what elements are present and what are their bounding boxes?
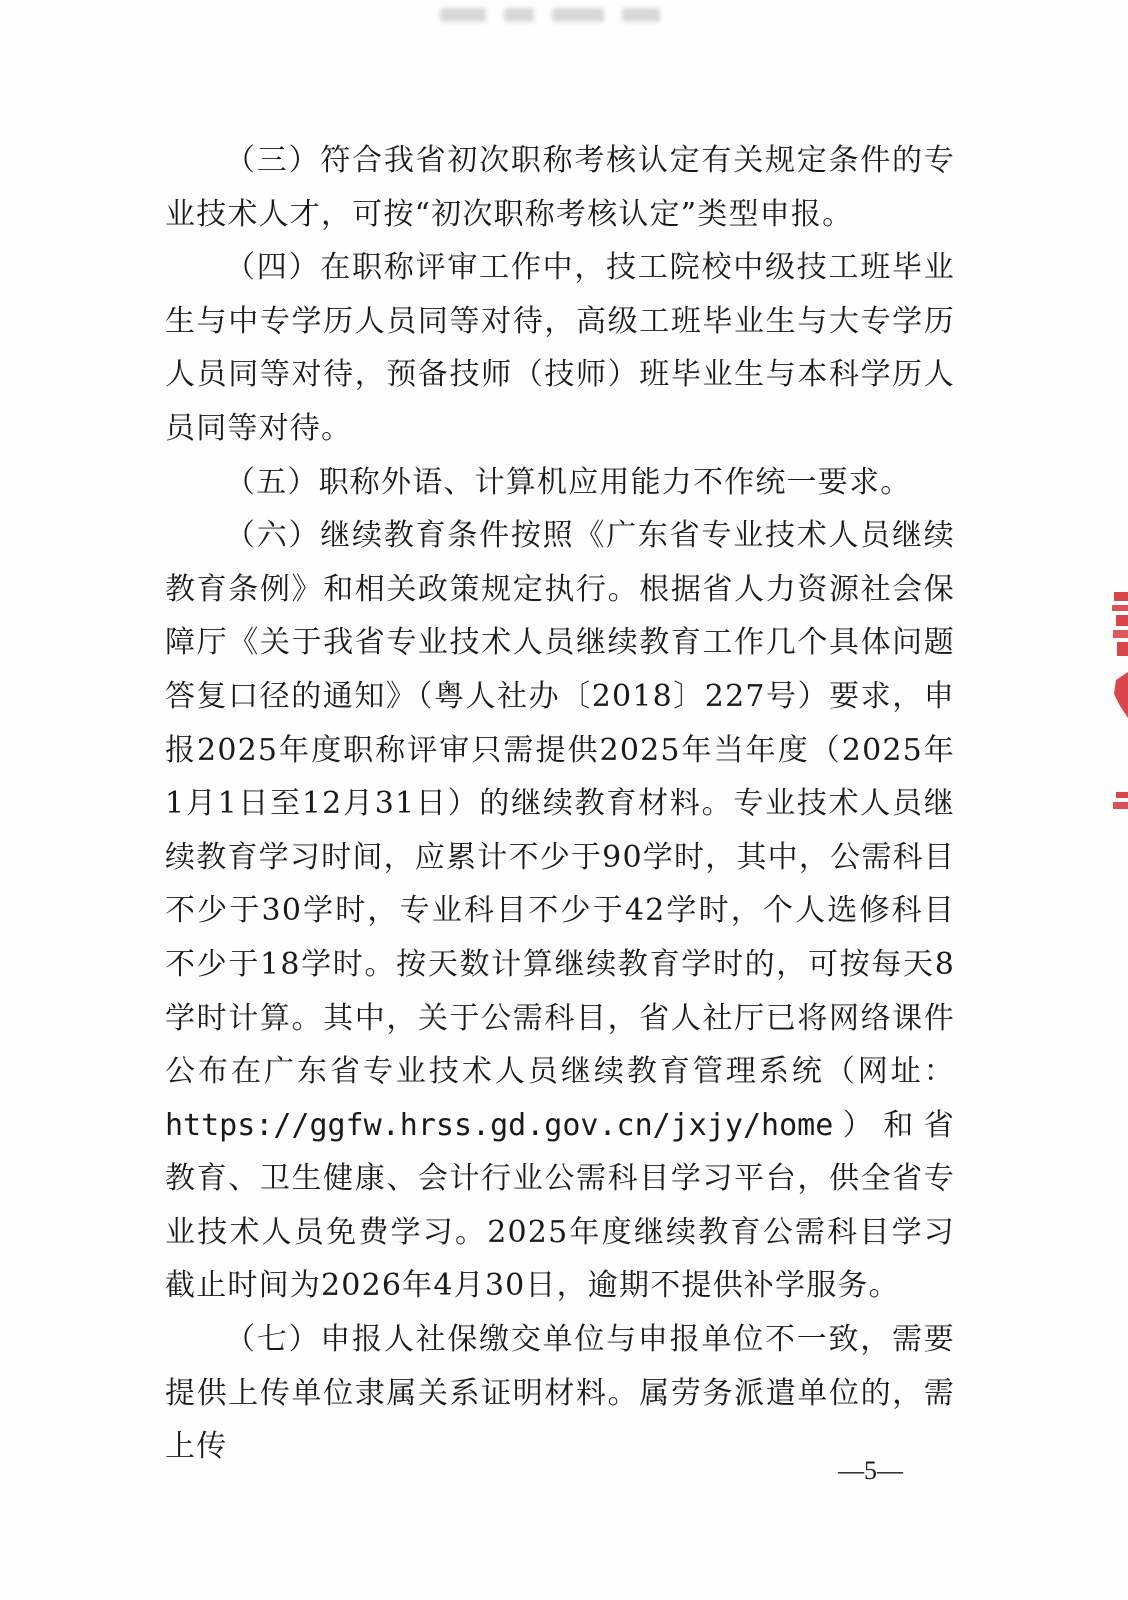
seal-fragment-icon — [1110, 672, 1128, 718]
continuing-education-url: https://ggfw.hrss.gd.gov.cn/jxjy/home — [165, 1107, 834, 1143]
paragraph-4: （四）在职称评审工作中，技工院校中级技工班毕业生与中专学历人员同等对待，高级工班毕业生与大专学历人员同等对待，预备技师（技师）班毕业生与本科学历人员同等对待。 — [165, 250, 955, 446]
paragraph-3: （三）符合我省初次职称考核认定有关规定条件的专业技术人才，可按“初次职称考核认定”类型申报。 — [165, 143, 955, 232]
paragraph-5: （五）职称外语、计算机应用能力不作统一要求。 — [225, 464, 912, 500]
paragraph-6-text-after-url: ）和省教育、卫生健康、会计行业公需科目学习平台，供全省专业技术人员免费学习。2025年度继续教育公需科目学习截止时间为2026年4月30日，逾期不提供补学服务。 — [165, 1107, 955, 1304]
seal-fragment-icon — [1110, 590, 1128, 660]
paragraph-7: （七）申报人社保缴交单位与申报单位不一致，需要提供上传单位隶属关系证明材料。属劳务派遣单位的，需上传 — [165, 1322, 955, 1465]
paragraph-6 — [165, 509, 955, 1313]
paragraph-6-text-before-url: （六）继续教育条件按照《广东省专业技术人员继续教育条例》和相关政策规定执行。根据省人力资源社会保障厅《关于我省专业技术人员继续教育工作几个具体问题答复口径的通知》（粤人社办〔2018〕227号）要求，申报2025年度职称评审只需提供2025年当年度（2025年1月1日至12月31日）的继续教育材料。专业技术人员继续教育学习时间，应累计不少于90学时，其中，公需科目不少于30学时，专业科目不少于42学时，个人选修科目不少于18学时。按天数计算继续教育学时的，可按每天8学时计算。其中，关于公需科目，省人社厅已将网络课件公布在广东省专业技术人员继续教育管理系统（网址： — [165, 518, 955, 1090]
body-text — [165, 134, 955, 1474]
seal-fragment-icon — [1110, 790, 1128, 812]
bleed-through-marks — [440, 2, 670, 28]
page-number: —5— — [838, 1456, 903, 1485]
